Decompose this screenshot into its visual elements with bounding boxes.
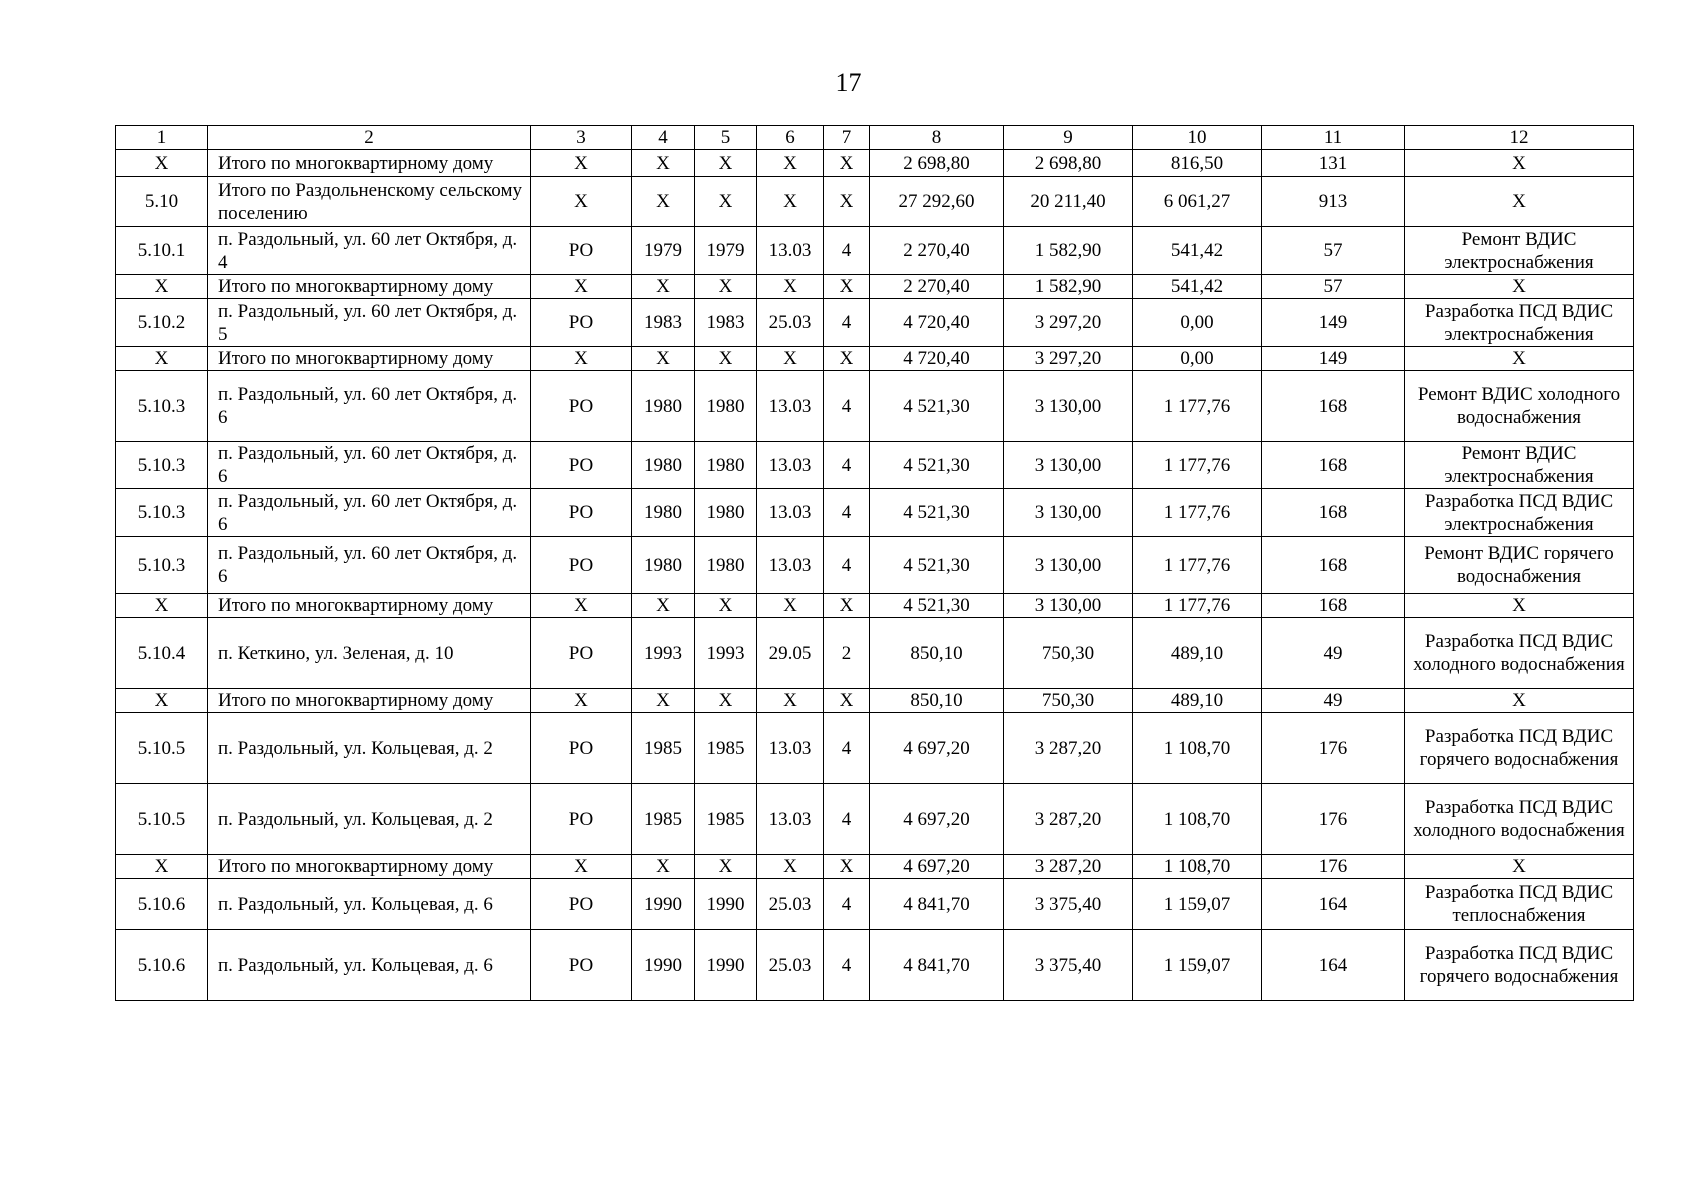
table-cell-col-area: 4 521,30 <box>870 594 1004 618</box>
column-number-cell: 2 <box>208 126 531 150</box>
table-body <box>116 126 1634 1001</box>
table-cell-col-area: 4 841,70 <box>870 879 1004 930</box>
table-cell-col-form: РО <box>531 713 632 784</box>
table-cell-col-form: РО <box>531 879 632 930</box>
table-cell-col-floors: 4 <box>824 371 870 442</box>
table-cell-col-residents: 149 <box>1262 299 1405 347</box>
table-cell-col-commission: 1990 <box>695 879 757 930</box>
table-cell-col-date: 13.03 <box>757 713 824 784</box>
table-cell-col-living: 1 582,90 <box>1004 275 1133 299</box>
table-cell-col-residents: 176 <box>1262 784 1405 855</box>
table-cell-col-work: X <box>1405 594 1634 618</box>
table-cell-col-date: 13.03 <box>757 442 824 489</box>
table-cell-col-built: 1980 <box>632 489 695 537</box>
table-cell-col-name: п. Раздольный, ул. 60 лет Октября, д. 6 <box>208 489 531 537</box>
table-cell-col-floors: X <box>824 347 870 371</box>
table-cell-col-commission: 1980 <box>695 371 757 442</box>
table-cell-col-date: X <box>757 347 824 371</box>
table-cell-col-living: 3 297,20 <box>1004 347 1133 371</box>
table-cell-col-commission: 1979 <box>695 227 757 275</box>
table-cell-col-residents: 149 <box>1262 347 1405 371</box>
table-cell-col-residents: 49 <box>1262 689 1405 713</box>
table-cell-col-commission: 1980 <box>695 489 757 537</box>
table-cell-col-commission: 1983 <box>695 299 757 347</box>
column-number-cell: 5 <box>695 126 757 150</box>
table-cell-col-built: X <box>632 150 695 177</box>
table-cell-col-living: 3 130,00 <box>1004 594 1133 618</box>
column-number-cell: 6 <box>757 126 824 150</box>
table-cell-col-commission: 1985 <box>695 713 757 784</box>
table-cell-col-built: 1985 <box>632 784 695 855</box>
table-cell-col-nonliving: 1 108,70 <box>1133 713 1262 784</box>
table-cell-col-floors: 4 <box>824 879 870 930</box>
table-cell-col-date: X <box>757 275 824 299</box>
table-cell-col-form: РО <box>531 299 632 347</box>
table-cell-col-form: X <box>531 275 632 299</box>
table-cell-col-nonliving: 1 177,76 <box>1133 537 1262 594</box>
table-cell-col-nonliving: 1 108,70 <box>1133 855 1262 879</box>
column-number-cell: 4 <box>632 126 695 150</box>
table-cell-col-residents: 164 <box>1262 879 1405 930</box>
table-row <box>116 489 1634 537</box>
table-row <box>116 784 1634 855</box>
table-cell-col-living: 3 130,00 <box>1004 371 1133 442</box>
table-cell-col-work: Разработка ПСД ВДИС горячего водоснабжения <box>1405 930 1634 1001</box>
column-number-cell: 10 <box>1133 126 1262 150</box>
table-cell-col-name: Итого по многоквартирному дому <box>208 347 531 371</box>
table-row <box>116 537 1634 594</box>
table-cell-col-date: X <box>757 177 824 227</box>
table-cell-col-floors: 4 <box>824 784 870 855</box>
table-cell-col-work: Разработка ПСД ВДИС электроснабжения <box>1405 489 1634 537</box>
table-cell-col-residents: 168 <box>1262 489 1405 537</box>
table-cell-col-form: X <box>531 689 632 713</box>
table-cell-col-num: 5.10.6 <box>116 879 208 930</box>
table-cell-col-floors: 4 <box>824 227 870 275</box>
table-cell-col-num: 5.10.2 <box>116 299 208 347</box>
table-cell-col-area: 4 521,30 <box>870 489 1004 537</box>
table-row <box>116 227 1634 275</box>
table-cell-col-commission: X <box>695 150 757 177</box>
table-cell-col-num: 5.10.1 <box>116 227 208 275</box>
table-cell-col-form: РО <box>531 537 632 594</box>
table-cell-col-living: 3 287,20 <box>1004 713 1133 784</box>
table-cell-col-date: 13.03 <box>757 371 824 442</box>
table-cell-col-num: 5.10 <box>116 177 208 227</box>
table-cell-col-form: РО <box>531 442 632 489</box>
table-cell-col-floors: X <box>824 150 870 177</box>
table-row <box>116 442 1634 489</box>
table-cell-col-commission: 1990 <box>695 930 757 1001</box>
table-cell-col-nonliving: 1 177,76 <box>1133 371 1262 442</box>
table-cell-col-area: 850,10 <box>870 618 1004 689</box>
table-row <box>116 618 1634 689</box>
table-cell-col-commission: X <box>695 855 757 879</box>
table-cell-col-area: 4 521,30 <box>870 442 1004 489</box>
table-cell-col-num: 5.10.4 <box>116 618 208 689</box>
table-cell-col-floors: 4 <box>824 442 870 489</box>
table-cell-col-nonliving: 541,42 <box>1133 227 1262 275</box>
table-cell-col-work: Разработка ПСД ВДИС теплоснабжения <box>1405 879 1634 930</box>
table-cell-col-residents: 57 <box>1262 275 1405 299</box>
table-cell-col-name: п. Раздольный, ул. Кольцевая, д. 6 <box>208 930 531 1001</box>
table-cell-col-commission: 1980 <box>695 537 757 594</box>
page-number: 17 <box>835 68 862 97</box>
table-cell-col-nonliving: 489,10 <box>1133 618 1262 689</box>
table-cell-col-area: 4 720,40 <box>870 347 1004 371</box>
table-cell-col-num: 5.10.5 <box>116 713 208 784</box>
table-cell-col-area: 4 720,40 <box>870 299 1004 347</box>
subtotal-row <box>116 594 1634 618</box>
table-cell-col-num: X <box>116 150 208 177</box>
table-cell-col-date: X <box>757 689 824 713</box>
table-cell-col-residents: 176 <box>1262 713 1405 784</box>
subtotal-row <box>116 689 1634 713</box>
table-cell-col-nonliving: 1 177,76 <box>1133 489 1262 537</box>
table-cell-col-residents: 168 <box>1262 594 1405 618</box>
table-cell-col-nonliving: 0,00 <box>1133 299 1262 347</box>
table-cell-col-built: 1990 <box>632 930 695 1001</box>
table-cell-col-floors: 4 <box>824 489 870 537</box>
table-cell-col-built: X <box>632 689 695 713</box>
table-cell-col-num: 5.10.3 <box>116 537 208 594</box>
table-cell-col-num: 5.10.3 <box>116 489 208 537</box>
table-cell-col-floors: X <box>824 594 870 618</box>
table-cell-col-work: Ремонт ВДИС горячего водоснабжения <box>1405 537 1634 594</box>
table-cell-col-form: X <box>531 855 632 879</box>
table-cell-col-date: 29.05 <box>757 618 824 689</box>
table-cell-col-work: Ремонт ВДИС электроснабжения <box>1405 442 1634 489</box>
table-cell-col-commission: 1980 <box>695 442 757 489</box>
table-cell-col-work: Разработка ПСД ВДИС холодного водоснабжения <box>1405 784 1634 855</box>
table-cell-col-built: X <box>632 275 695 299</box>
table-cell-col-residents: 168 <box>1262 371 1405 442</box>
table-cell-col-date: 13.03 <box>757 537 824 594</box>
table-cell-col-living: 2 698,80 <box>1004 150 1133 177</box>
column-number-cell: 12 <box>1405 126 1634 150</box>
table-cell-col-built: 1983 <box>632 299 695 347</box>
subtotal-row <box>116 150 1634 177</box>
table-cell-col-built: X <box>632 855 695 879</box>
subtotal-row <box>116 855 1634 879</box>
table-cell-col-num: X <box>116 275 208 299</box>
table-cell-col-floors: 4 <box>824 537 870 594</box>
table-cell-col-date: 25.03 <box>757 879 824 930</box>
table-cell-col-work: Разработка ПСД ВДИС электроснабжения <box>1405 299 1634 347</box>
data-table <box>115 125 1634 1001</box>
table-cell-col-form: X <box>531 594 632 618</box>
table-cell-col-residents: 131 <box>1262 150 1405 177</box>
table-cell-col-commission: X <box>695 689 757 713</box>
table-cell-col-floors: X <box>824 855 870 879</box>
table-cell-col-built: 1993 <box>632 618 695 689</box>
table-cell-col-residents: 176 <box>1262 855 1405 879</box>
table-cell-col-nonliving: 489,10 <box>1133 689 1262 713</box>
table-cell-col-commission: X <box>695 275 757 299</box>
table-cell-col-name: п. Раздольный, ул. 60 лет Октября, д. 6 <box>208 537 531 594</box>
table-cell-col-name: Итого по многоквартирному дому <box>208 689 531 713</box>
table-cell-col-living: 3 287,20 <box>1004 784 1133 855</box>
table-cell-col-residents: 168 <box>1262 442 1405 489</box>
table-cell-col-residents: 913 <box>1262 177 1405 227</box>
table-cell-col-nonliving: 816,50 <box>1133 150 1262 177</box>
table-cell-col-num: 5.10.6 <box>116 930 208 1001</box>
table-cell-col-date: 13.03 <box>757 489 824 537</box>
table-cell-col-name: п. Раздольный, ул. Кольцевая, д. 6 <box>208 879 531 930</box>
table-cell-col-work: X <box>1405 275 1634 299</box>
table-cell-col-nonliving: 0,00 <box>1133 347 1262 371</box>
table-cell-col-form: РО <box>531 784 632 855</box>
table-cell-col-built: X <box>632 177 695 227</box>
table-cell-col-work: Разработка ПСД ВДИС холодного водоснабжения <box>1405 618 1634 689</box>
table-cell-col-form: X <box>531 347 632 371</box>
table-cell-col-floors: 4 <box>824 299 870 347</box>
table-cell-col-area: 4 697,20 <box>870 855 1004 879</box>
table-cell-col-built: 1979 <box>632 227 695 275</box>
table-cell-col-nonliving: 1 159,07 <box>1133 879 1262 930</box>
table-cell-col-name: п. Кеткино, ул. Зеленая, д. 10 <box>208 618 531 689</box>
table-cell-col-nonliving: 1 177,76 <box>1133 594 1262 618</box>
table-cell-col-work: X <box>1405 177 1634 227</box>
table-cell-col-work: X <box>1405 855 1634 879</box>
table-row <box>116 177 1634 227</box>
table-cell-col-area: 4 697,20 <box>870 784 1004 855</box>
table-cell-col-living: 20 211,40 <box>1004 177 1133 227</box>
subtotal-row <box>116 347 1634 371</box>
table-cell-col-name: п. Раздольный, ул. 60 лет Октября, д. 6 <box>208 442 531 489</box>
table-cell-col-work: Ремонт ВДИС электроснабжения <box>1405 227 1634 275</box>
table-cell-col-residents: 164 <box>1262 930 1405 1001</box>
table-cell-col-residents: 57 <box>1262 227 1405 275</box>
table-cell-col-built: 1990 <box>632 879 695 930</box>
table-cell-col-floors: X <box>824 689 870 713</box>
table-cell-col-work: X <box>1405 150 1634 177</box>
column-number-cell: 9 <box>1004 126 1133 150</box>
table-cell-col-form: X <box>531 177 632 227</box>
table-cell-col-work: Ремонт ВДИС холодного водоснабжения <box>1405 371 1634 442</box>
table-cell-col-num: X <box>116 347 208 371</box>
table-cell-col-num: 5.10.5 <box>116 784 208 855</box>
table-cell-col-built: 1980 <box>632 537 695 594</box>
table-row <box>116 713 1634 784</box>
table-cell-col-form: РО <box>531 489 632 537</box>
table-cell-col-date: X <box>757 150 824 177</box>
table-cell-col-date: 13.03 <box>757 784 824 855</box>
table-cell-col-work: Разработка ПСД ВДИС горячего водоснабжения <box>1405 713 1634 784</box>
table-cell-col-area: 850,10 <box>870 689 1004 713</box>
table-cell-col-floors: 4 <box>824 713 870 784</box>
table-row <box>116 930 1634 1001</box>
table-cell-col-floors: X <box>824 275 870 299</box>
table-cell-col-area: 4 521,30 <box>870 537 1004 594</box>
table-cell-col-built: X <box>632 594 695 618</box>
table-cell-col-area: 2 270,40 <box>870 275 1004 299</box>
table-cell-col-commission: X <box>695 177 757 227</box>
table-cell-col-residents: 168 <box>1262 537 1405 594</box>
column-number-row <box>116 126 1634 150</box>
table-cell-col-floors: 2 <box>824 618 870 689</box>
table-cell-col-living: 3 130,00 <box>1004 489 1133 537</box>
table-cell-col-num: 5.10.3 <box>116 371 208 442</box>
table-cell-col-area: 4 521,30 <box>870 371 1004 442</box>
table-cell-col-area: 2 270,40 <box>870 227 1004 275</box>
table-cell-col-nonliving: 6 061,27 <box>1133 177 1262 227</box>
table-row <box>116 371 1634 442</box>
table-cell-col-commission: X <box>695 347 757 371</box>
table-cell-col-area: 27 292,60 <box>870 177 1004 227</box>
table-cell-col-num: X <box>116 855 208 879</box>
table-cell-col-commission: 1985 <box>695 784 757 855</box>
table-cell-col-floors: X <box>824 177 870 227</box>
table-cell-col-floors: 4 <box>824 930 870 1001</box>
column-number-cell: 7 <box>824 126 870 150</box>
table-cell-col-name: Итого по Раздольненскому сельскому поселению <box>208 177 531 227</box>
table-cell-col-built: 1980 <box>632 371 695 442</box>
table-cell-col-built: X <box>632 347 695 371</box>
table-cell-col-work: X <box>1405 347 1634 371</box>
subtotal-row <box>116 275 1634 299</box>
table-cell-col-form: РО <box>531 227 632 275</box>
table-cell-col-living: 3 297,20 <box>1004 299 1133 347</box>
table-cell-col-area: 4 697,20 <box>870 713 1004 784</box>
table-cell-col-name: Итого по многоквартирному дому <box>208 150 531 177</box>
table-row <box>116 299 1634 347</box>
table-cell-col-form: РО <box>531 930 632 1001</box>
table-cell-col-living: 3 375,40 <box>1004 879 1133 930</box>
table-cell-col-nonliving: 541,42 <box>1133 275 1262 299</box>
table-cell-col-form: РО <box>531 371 632 442</box>
table-cell-col-built: 1985 <box>632 713 695 784</box>
table-cell-col-date: 13.03 <box>757 227 824 275</box>
table-cell-col-living: 750,30 <box>1004 618 1133 689</box>
table-cell-col-name: п. Раздольный, ул. 60 лет Октября, д. 5 <box>208 299 531 347</box>
table-cell-col-form: X <box>531 150 632 177</box>
column-number-cell: 3 <box>531 126 632 150</box>
table-cell-col-nonliving: 1 159,07 <box>1133 930 1262 1001</box>
table-cell-col-nonliving: 1 177,76 <box>1133 442 1262 489</box>
table-cell-col-name: Итого по многоквартирному дому <box>208 855 531 879</box>
table-cell-col-num: X <box>116 689 208 713</box>
table-cell-col-area: 2 698,80 <box>870 150 1004 177</box>
table-cell-col-commission: X <box>695 594 757 618</box>
table-cell-col-living: 1 582,90 <box>1004 227 1133 275</box>
table-cell-col-num: X <box>116 594 208 618</box>
table-cell-col-residents: 49 <box>1262 618 1405 689</box>
table-cell-col-name: п. Раздольный, ул. Кольцевая, д. 2 <box>208 713 531 784</box>
table-cell-col-area: 4 841,70 <box>870 930 1004 1001</box>
table-cell-col-date: 25.03 <box>757 930 824 1001</box>
table-cell-col-form: РО <box>531 618 632 689</box>
table-cell-col-built: 1980 <box>632 442 695 489</box>
table-cell-col-name: Итого по многоквартирному дому <box>208 275 531 299</box>
table-cell-col-date: X <box>757 855 824 879</box>
column-number-cell: 11 <box>1262 126 1405 150</box>
table-cell-col-living: 3 287,20 <box>1004 855 1133 879</box>
table-cell-col-living: 750,30 <box>1004 689 1133 713</box>
column-number-cell: 1 <box>116 126 208 150</box>
table-cell-col-name: Итого по многоквартирному дому <box>208 594 531 618</box>
table-cell-col-date: X <box>757 594 824 618</box>
table-cell-col-name: п. Раздольный, ул. 60 лет Октября, д. 6 <box>208 371 531 442</box>
table-cell-col-num: 5.10.3 <box>116 442 208 489</box>
table-cell-col-living: 3 130,00 <box>1004 442 1133 489</box>
table-cell-col-date: 25.03 <box>757 299 824 347</box>
table-cell-col-living: 3 375,40 <box>1004 930 1133 1001</box>
table-cell-col-name: п. Раздольный, ул. 60 лет Октября, д. 4 <box>208 227 531 275</box>
table-cell-col-nonliving: 1 108,70 <box>1133 784 1262 855</box>
table-cell-col-living: 3 130,00 <box>1004 537 1133 594</box>
table-cell-col-commission: 1993 <box>695 618 757 689</box>
table-cell-col-work: X <box>1405 689 1634 713</box>
table-cell-col-name: п. Раздольный, ул. Кольцевая, д. 2 <box>208 784 531 855</box>
table-row <box>116 879 1634 930</box>
column-number-cell: 8 <box>870 126 1004 150</box>
